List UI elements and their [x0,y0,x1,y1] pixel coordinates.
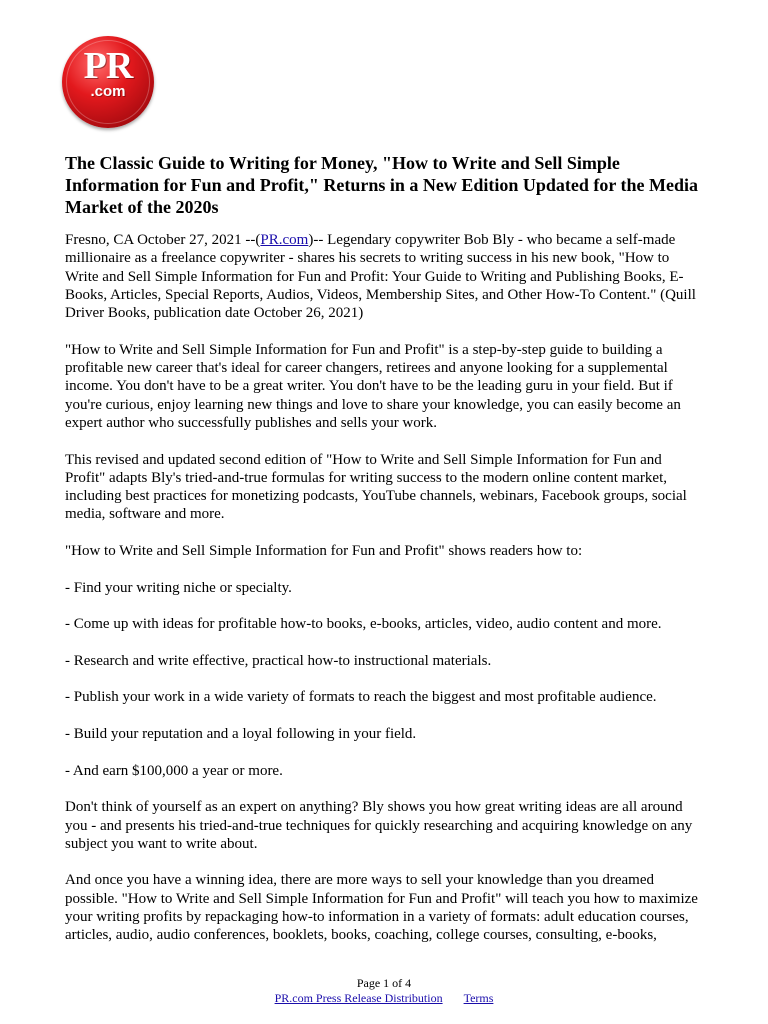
list-item: - Find your writing niche or specialty. [65,579,292,596]
list-item: - Publish your work in a wide variety of formats to reach the biggest and most profitable audience. [65,689,657,706]
body-paragraph: And once you have a winning idea, there are more ways to sell your knowledge than you dreamed possible. "How to Write and Sell Simple Information for Fun and Profit" will teach you how to maximize your writing profits by repackaging how-to information in a variety of formats: adult education courses, articles, audio, audio conferences, booklets, books, coaching, college courses, consulting, e-books, [65,872,698,944]
list-item: - Come up with ideas for profitable how-to books, e-books, articles, video, audio content and more. [65,616,662,633]
terms-link[interactable]: Terms [463,991,494,1005]
pr-com-link[interactable]: PR.com [260,232,309,248]
body-paragraph: This revised and updated second edition of "How to Write and Sell Simple Information for Fun and Profit" adapts Bly's tried-and-true formulas for writing success to the modern online content market, including best practices for monetizing podcasts, YouTube channels, webinars, Facebook groups, social media, software and more. [65,451,687,523]
dateline-paragraph [65,231,705,322]
list-item: - And earn $100,000 a year or more. [65,762,283,779]
press-release-body [65,231,705,963]
logo-text-pr: PR [83,45,133,87]
dateline-prefix: Fresno, CA October 27, 2021 --( [65,232,261,248]
distribution-link[interactable]: PR.com Press Release Distribution [274,991,443,1005]
dateline-text: )-- Legendary copywriter Bob Bly - who became a self-made millionaire as a freelance copywriter - shares his secrets to writing success in his new book, "How to Write and Sell Simple Information for Fun and Profit: Your Guide to Writing and Publishing Books, E-Books, Articles, Special Reports, Audios, Videos, Membership Sites, and Other How-To Content." (Quill Driver Books, publication date October 26, 2021) [65,232,696,322]
body-paragraph: Don't think of yourself as an expert on anything? Bly shows you how great writing ideas are all around you - and presents his tried-and-true techniques for quickly researching and acquiring knowledge on any subject you want to write about. [65,799,693,852]
footer-links [0,991,768,1006]
logo-text-com: .com [90,83,126,100]
body-paragraph: "How to Write and Sell Simple Information for Fun and Profit" is a step-by-step guide to building a profitable new career that's ideal for career changers, retirees and anyone looking for a supplemental income. You don't have to be a great writer. You don't have to be the leading guru in your field. But if you're curious, enjoy learning new things and love to share your knowledge, you can easily become an expert author who successfully publishes and sells your work. [65,341,681,431]
list-item: - Build your reputation and a loyal following in your field. [65,726,417,743]
press-release-title: The Classic Guide to Writing for Money, "How to Write and Sell Simple Information for Fun and Profit," Returns in a New Edition Updated for the Media Market of the 2020s [65,153,699,217]
list-item: - Research and write effective, practical how-to instructional materials. [65,652,492,669]
body-paragraph: "How to Write and Sell Simple Information for Fun and Profit" shows readers how to: [65,543,583,560]
pr-com-logo [62,36,154,128]
page-number: Page 1 of 4 [356,976,412,990]
